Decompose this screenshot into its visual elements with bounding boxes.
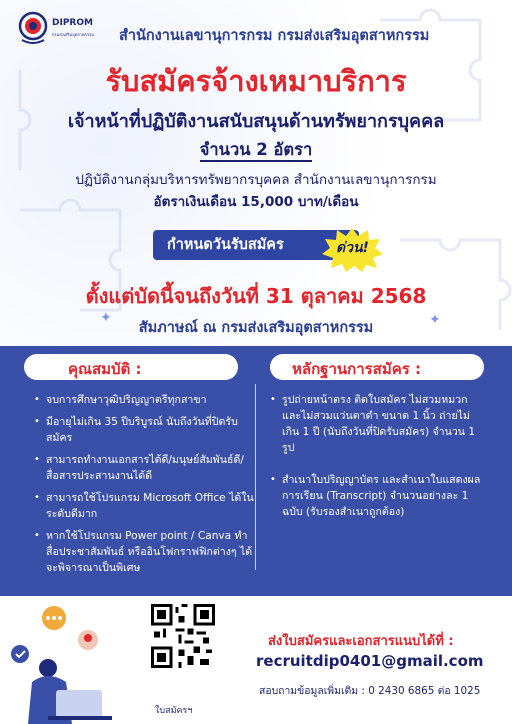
list-item: • สามารถใช้โปรแกรม Microsoft Office ได้ในระดับดีมาก	[32, 490, 258, 522]
salary-text: อัตราเงินเดือน 15,000 บาท/เดือน	[153, 194, 359, 210]
interview-location: สัมภาษณ์ ณ กรมส่งเสริมอุตสาหกรรม	[138, 320, 374, 336]
documents-list	[268, 392, 486, 536]
org-short-name: DIPROM	[52, 18, 93, 28]
org-short-subtitle: กรมส่งเสริมอุตสาหกรรม	[52, 32, 94, 37]
person-with-laptop-illustration	[8, 598, 140, 724]
qualifications-title: คุณสมบัติ :	[68, 360, 142, 378]
list-item: • รูปถ่ายหน้าตรง ติดใบสมัคร ไม่สวมหมวก และไม่สวมแว่นตาดำ ขนาด 1 นิ้ว ถ่ายไม่เกิน 1 ปี (นับถึงวันที่ปิดรับสมัคร) จำนวน 1 รูป	[268, 392, 486, 456]
urgent-label: ด่วน!	[336, 240, 369, 256]
application-email[interactable]: recruitdip0401@gmail.com	[256, 652, 484, 670]
list-item: • มีอายุไม่เกิน 35 ปีบริบูรณ์ นับถึงวันที่ปิดรับสมัคร	[32, 414, 258, 446]
position-count	[0, 137, 512, 163]
sparkle-icon-left: ✦	[100, 310, 112, 326]
org-full-name: สำนักงานเลขานุการกรม กรมส่งเสริมอุตสาหกรรม	[119, 28, 430, 44]
contact-info: สอบถามข้อมูลเพิ่มเติม : 0 2430 6865 ต่อ 1025	[259, 685, 481, 697]
header	[18, 10, 498, 50]
list-item: • หากใช้โปรแกรม Power point / Canva ทำสื่อประชาสัมพันธ์ หรืออินโฟกราฟฟิกต่างๆ ได้จะพิจารณาเป็นพิเศษ	[32, 528, 258, 576]
diprom-logo-icon	[18, 10, 48, 46]
sparkle-icon-right: ✦	[429, 312, 441, 328]
list-item: • สำเนาใบปริญญาบัตร และสำเนาใบแสดงผลการเรียน (Transcript) จำนวนอย่างละ 1 ฉบับ (รับรองสำเนาถูกต้อง)	[268, 472, 486, 520]
page-title: รับสมัครจ้างเหมาบริการ	[105, 64, 407, 98]
position-title: เจ้าหน้าที่ปฏิบัติงานสนับสนุนด้านทรัพยากรบุคคล	[67, 111, 445, 132]
position-count-text: จำนวน 2 อัตรา	[200, 140, 312, 162]
send-application-title: ส่งใบสมัครและเอกสารแนบได้ที่ :	[268, 634, 454, 649]
qr-code-icon	[151, 604, 215, 668]
list-item: • สามารถทำงานเอกสารได้ดี/มนุษย์สัมพันธ์ดี/สื่อสารประสานงานได้ดี	[32, 452, 258, 484]
list-item: • จบการศึกษาวุฒิปริญญาตรีทุกสาขา	[32, 392, 258, 408]
deadline-date: ตั้งแต่บัดนี้จนถึงวันที่ 31 ตุลาคม 2568	[85, 284, 427, 308]
qr-caption: ใบสมัครฯ	[155, 706, 193, 716]
deadline-badge: กำหนดวันรับสมัคร	[153, 230, 359, 260]
documents-title: หลักฐานการสมัคร :	[292, 360, 422, 378]
qualifications-list	[32, 392, 258, 582]
department-text: ปฏิบัติงานกลุ่มบริหารทรัพยากรบุคคล สำนักงานเลขานุการกรม	[75, 172, 437, 188]
